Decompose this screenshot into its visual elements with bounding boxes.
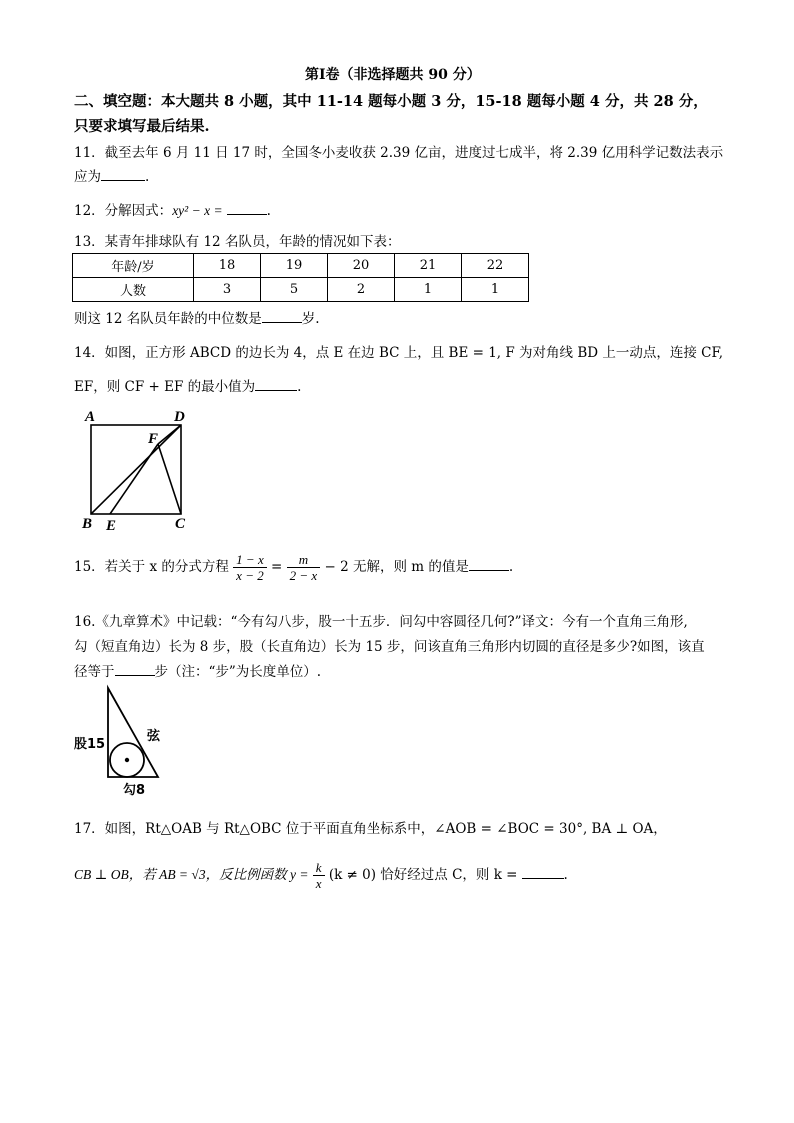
table-cell: 人数 xyxy=(73,278,194,302)
equals-sign: = xyxy=(271,559,283,575)
q16-line2: 勾（短直角边）长为 8 步，股（长直角边）长为 15 步，问该直角三角形内切圆的直径是多少?如图，该直 xyxy=(74,639,705,655)
fraction-2-numerator: m xyxy=(287,552,321,568)
table-cell: 19 xyxy=(261,254,328,278)
label-e: E xyxy=(106,518,117,534)
age-table xyxy=(72,253,529,302)
square-figure xyxy=(76,404,196,534)
q14-prefix: EF，则 CF + EF 的最小值为 xyxy=(74,379,256,395)
table-cell: 5 xyxy=(261,278,328,302)
table-cell: 年龄/岁 xyxy=(73,254,194,278)
q12-expression: xy² − x = xyxy=(172,203,223,218)
fraction-2-denominator: 2 − x xyxy=(289,568,318,583)
q11-suffix: . xyxy=(145,169,150,185)
q13-suffix: 岁. xyxy=(301,311,320,327)
section-heading-line1: 二、填空题：本大题共 8 小题，其中 11-14 题每小题 3 分，15-18 题每小题 4 分，共 28 分， xyxy=(74,93,708,110)
diagonal-bd xyxy=(91,425,181,514)
segment-fe xyxy=(110,444,158,514)
q17-prefix: CB ⊥ OB，若 AB = √3，反比例函数 y = xyxy=(74,867,309,882)
q14-answer-blank[interactable] xyxy=(255,376,297,391)
fraction-2 xyxy=(287,552,321,583)
label-gu: 股15 xyxy=(74,737,106,752)
q17-suffix: . xyxy=(563,867,568,883)
table-cell: 21 xyxy=(395,254,462,278)
q17-line2 xyxy=(74,860,568,891)
label-c: C xyxy=(175,516,186,532)
q15-middle: − 2 无解，则 m 的值是 xyxy=(324,559,469,575)
incircle-center xyxy=(125,758,129,762)
q15-suffix: . xyxy=(508,559,514,575)
q15-prefix: 15．若关于 x 的分式方程 xyxy=(74,559,229,575)
section-heading-line2: 只要求填写最后结果. xyxy=(74,118,210,135)
q13-intro: 13．某青年排球队有 12 名队员，年龄的情况如下表： xyxy=(74,234,401,250)
q12-suffix: . xyxy=(266,203,271,219)
fraction-k-numerator: k xyxy=(313,860,325,876)
table-cell: 18 xyxy=(194,254,261,278)
q11-answer-blank[interactable] xyxy=(101,166,145,181)
q13-after xyxy=(74,307,320,327)
q12-prefix: 12．分解因式： xyxy=(74,203,173,219)
label-f: F xyxy=(148,431,159,447)
q15-answer-blank[interactable] xyxy=(469,556,509,571)
exam-part-title: 第Ⅰ卷（非选择题共 90 分） xyxy=(305,67,481,83)
q16-line1: 16.《九章算术》中记载：“今有勾八步，股一十五步．问勾中容圆径几何?”译文：今有一个直角三角形, xyxy=(74,614,688,630)
q13-prefix: 则这 12 名队员年龄的中位数是 xyxy=(74,311,262,327)
q16-line3 xyxy=(74,660,321,680)
triangle-figure xyxy=(70,684,180,800)
q17-line1: 17．如图，Rt△OAB 与 Rt△OBC 位于平面直角坐标系中，∠AOB = ∠BOC = 30°, BA ⊥ OA， xyxy=(74,821,667,837)
q16-prefix: 径等于 xyxy=(74,664,115,680)
q14-suffix: . xyxy=(297,379,302,395)
q11-line1: 11．截至去年 6 月 11 日 17 时，全国冬小麦收获 2.39 亿亩，进度过七成半，将 2.39 亿用科学记数法表示 xyxy=(74,145,724,161)
fraction-1 xyxy=(233,552,267,583)
q11-prefix: 应为 xyxy=(74,169,101,185)
q17-answer-blank[interactable] xyxy=(522,864,564,879)
label-xian: 弦 xyxy=(147,729,161,744)
label-d: D xyxy=(174,409,185,425)
table-cell: 2 xyxy=(328,278,395,302)
table-cell: 1 xyxy=(462,278,529,302)
q17-middle: (k ≠ 0) 恰好经过点 C，则 k = xyxy=(328,867,518,883)
table-cell: 22 xyxy=(462,254,529,278)
q16-answer-blank[interactable] xyxy=(115,661,155,676)
label-gou: 勾8 xyxy=(123,783,146,798)
fraction-1-numerator: 1 − x xyxy=(233,552,267,568)
table-row-count xyxy=(73,278,529,302)
q12-answer-blank[interactable] xyxy=(227,200,267,215)
q15-line xyxy=(74,552,513,583)
fraction-1-denominator: x − 2 xyxy=(236,568,264,583)
q14-line1: 14．如图，正方形 ABCD 的边长为 4，点 E 在边 BC 上，且 BE = 1, F 为对角线 BD 上一动点，连接 CF, xyxy=(74,345,724,361)
label-b: B xyxy=(82,516,93,532)
table-cell: 3 xyxy=(194,278,261,302)
segment-df xyxy=(158,425,181,444)
q11-line2 xyxy=(74,165,149,185)
table-cell: 20 xyxy=(328,254,395,278)
table-cell: 1 xyxy=(395,278,462,302)
q13-answer-blank[interactable] xyxy=(262,308,302,323)
segment-fc xyxy=(158,444,181,514)
label-a: A xyxy=(85,409,96,425)
q12-line xyxy=(74,199,271,219)
fraction-k-denominator: x xyxy=(315,876,322,891)
q16-suffix: 步（注：“步”为长度单位）. xyxy=(154,664,322,680)
table-row-age xyxy=(73,254,529,278)
fraction-k-over-x xyxy=(313,860,325,891)
q14-line2 xyxy=(74,375,301,395)
